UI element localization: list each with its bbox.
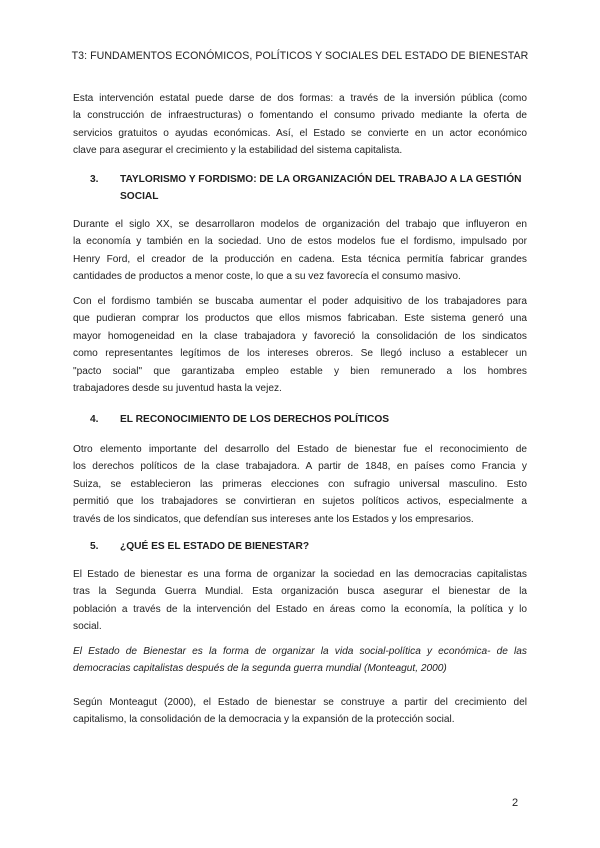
text-line: capitalismo, la consolidación de la democracia y la expansión de la protección social. bbox=[73, 714, 455, 726]
text-line: El Estado de bienestar es una forma de organizar la sociedad en las democracias capitalistas bbox=[73, 569, 527, 580]
text-line: El Estado de Bienestar es la forma de organizar la vida social-política y económica- de las bbox=[73, 646, 527, 657]
paragraph-estado-bienestar-definicion bbox=[73, 566, 527, 636]
text-line: Otro elemento importante del desarrollo del Estado de bienestar fue el reconocimiento de bbox=[73, 444, 527, 455]
text-line: como representantes legítimos de los intereses obreros. Se llegó incluso a establecer un bbox=[73, 348, 527, 360]
section-title-line: SOCIAL bbox=[120, 191, 159, 203]
quote-monteagut bbox=[73, 643, 527, 678]
text-line: población a través de la intervención del Estado en áreas como la economía, la política y lo bbox=[73, 603, 527, 615]
section-number: 3. bbox=[90, 174, 99, 185]
text-line: Con el fordismo también se buscaba aumentar el poder adquisitivo de los trabajadores para bbox=[73, 296, 527, 307]
text-line: la construcción de infraestructuras) o fomentando el consumo privado mediante la oferta de bbox=[73, 110, 527, 122]
section-title-line: ¿QUÉ ES EL ESTADO DE BIENESTAR? bbox=[120, 541, 310, 552]
paragraph-monteagut bbox=[73, 694, 527, 729]
text-line: Esta intervención estatal puede darse de dos formas: a través de la inversión pública (como bbox=[73, 93, 527, 104]
paragraph-fordismo-poder-adquisitivo bbox=[73, 293, 527, 397]
text-line: "pacto social" que garantizaba empleo estable y bien remunerado a los hombres bbox=[73, 365, 527, 377]
section-number: 5. bbox=[90, 541, 99, 552]
text-line: clave para asegurar el crecimiento y la estabilidad del sistema capitalista. bbox=[73, 145, 403, 157]
section-title-line: EL RECONOCIMIENTO DE LOS DERECHOS POLÍTICOS bbox=[120, 414, 390, 425]
text-line: los derechos políticos de la clase trabajadora. A partir de 1848, en países como Francia y bbox=[73, 461, 527, 473]
text-line: tras la Segunda Guerra Mundial. Esta organización busca asegurar el bienestar de la bbox=[73, 586, 527, 598]
text-line: Suiza, se establecieron las primeras elecciones con sufragio universal masculino. Esto bbox=[73, 478, 527, 490]
text-line: mayor homogeneidad en la clase trabajadora y favoreció la consolidación de los sindicatos bbox=[73, 330, 527, 342]
text-line: trabajadores desde su juventud hasta la vejez. bbox=[73, 383, 282, 395]
paragraph-intervencion-estatal bbox=[73, 90, 527, 160]
text-line: la economía y también en la sociedad. Uno de estos modelos fue el fordismo, impulsado por bbox=[73, 236, 527, 248]
text-line: Durante el siglo XX, se desarrollaron modelos de organización del trabajo que influyeron en bbox=[73, 219, 527, 230]
text-line: servicios gratuitos o ayudas económicas. Así, el Estado se convierte en un actor económico bbox=[73, 127, 527, 139]
paragraph-derechos-politicos bbox=[73, 441, 527, 528]
text-line: cantidades de productos a menor coste, lo que a su vez favorecía el consumo masivo. bbox=[73, 271, 461, 283]
text-line: Henry Ford, el creador de la producción en cadena. Esta técnica permitía fabricar grandes bbox=[73, 253, 527, 265]
section-title-line: TAYLORISMO Y FORDISMO: DE LA ORGANIZACIÓN DEL TRABAJO A LA GESTIÓN bbox=[120, 174, 522, 185]
text-line: permitió que los trabajadores se convirtieran en sujetos políticos activos, especialmente a bbox=[73, 496, 527, 508]
text-line: Según Monteagut (2000), el Estado de bienestar se construye a partir del crecimiento del bbox=[73, 697, 527, 708]
page-number: 2 bbox=[512, 797, 519, 809]
paragraph-fordismo-intro bbox=[73, 216, 527, 286]
text-line: social. bbox=[73, 621, 102, 633]
text-line: través de los sindicatos, que defendían sus intereses ante los Estados y los empresarios. bbox=[73, 513, 474, 525]
page-header: T3: FUNDAMENTOS ECONÓMICOS, POLÍTICOS Y SOCIALES DEL ESTADO DE BIENESTAR bbox=[71, 50, 529, 62]
text-line: que pudieran comprar los productos que ellos mismos fabricaban. Este sistema generó una bbox=[73, 313, 527, 325]
section-number: 4. bbox=[90, 414, 99, 425]
text-line: democracias capitalistas después de la segunda guerra mundial (Monteagut, 2000) bbox=[73, 663, 447, 675]
